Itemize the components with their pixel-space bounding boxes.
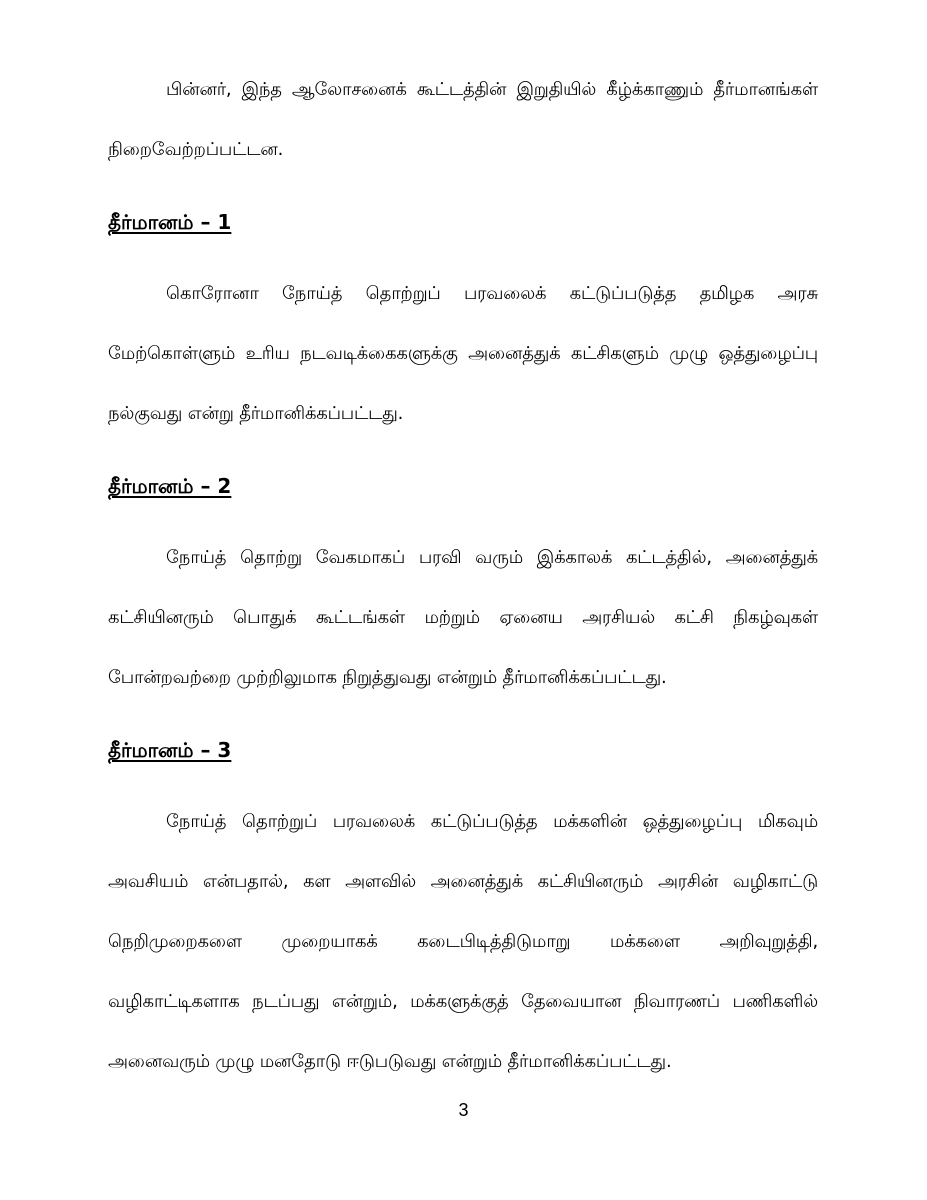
resolution-2	[108, 456, 818, 708]
resolution-3-heading: தீர்மானம் – 3	[108, 738, 232, 762]
resolution-3-text: நோய்த் தொற்றுப் பரவலைக் கட்டுப்படுத்த மக்களின் ஒத்துழைப்பு மிகவும் அவசியம் என்பதால், கள அளவில் அனைத்துக் கட்சியினரும் அரசின் வழிகாட்டு நெறிமுறைகளை முறையாகக் கடைபிடித்திடுமாறு மக்களை அறிவுறுத்தி, வழிகாட்டிகளாக நடப்பது என்றும், மக்களுக்குத் தேவையான நிவாரணப் பணிகளில் அனைவரும் முழு மனதோடு ஈடுபடுவது என்றும் தீர்மானிக்கப்பட்டது.	[108, 811, 818, 1072]
intro-paragraph: பின்னர், இந்த ஆலோசனைக் கூட்டத்தின் இறுதியில் கீழ்க்காணும் தீர்மானங்கள் நிறைவேற்றப்பட்டன.	[108, 79, 818, 160]
resolution-3	[108, 720, 818, 1092]
document-page	[108, 60, 818, 1092]
resolution-2-heading: தீர்மானம் – 2	[108, 474, 232, 498]
resolution-1-text: கொரோனா நோய்த் தொற்றுப் பரவலைக் கட்டுப்படுத்த தமிழக அரசு மேற்கொள்ளும் உரிய நடவடிக்கைகளுக்கு அனைத்துக் கட்சிகளும் முழு ஒத்துழைப்பு நல்குவது என்று தீர்மானிக்கப்பட்டது.	[108, 283, 818, 424]
resolution-1-heading: தீர்மானம் – 1	[108, 210, 232, 234]
resolution-2-text: நோய்த் தொற்று வேகமாகப் பரவி வரும் இக்காலக் கட்டத்தில், அனைத்துக் கட்சியினரும் பொதுக் கூட்டங்கள் மற்றும் ஏனைய அரசியல் கட்சி நிகழ்வுகள் போன்றவற்றை முற்றிலுமாக நிறுத்துவது என்றும் தீர்மானிக்கப்பட்டது.	[108, 547, 818, 688]
resolution-1	[108, 192, 818, 444]
page-number: 3	[458, 1100, 469, 1120]
